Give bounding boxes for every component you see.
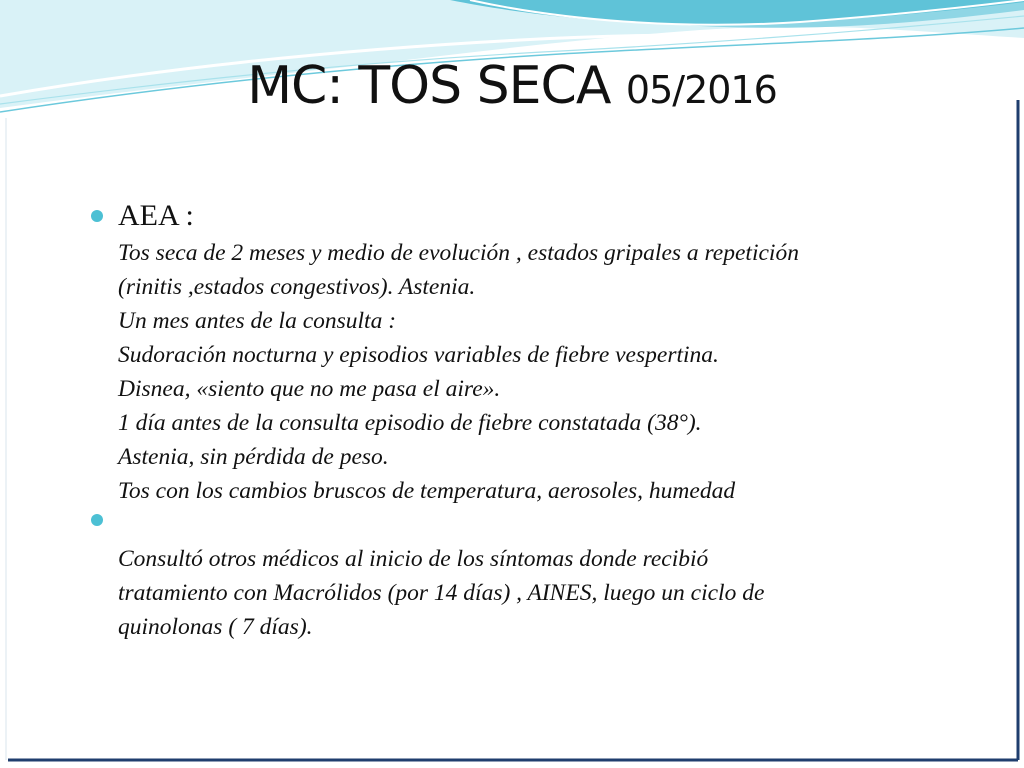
bullet-dot-icon bbox=[91, 514, 103, 526]
bullet-line: Consultó otros médicos al inicio de los síntomas donde recibió bbox=[118, 546, 709, 572]
bullet-heading: AEA : bbox=[118, 199, 194, 232]
bullet-item bbox=[88, 196, 998, 508]
bullet-line: Disnea, «siento que no me pasa el aire». bbox=[118, 376, 501, 402]
bullet-item bbox=[88, 508, 998, 644]
bullet-line: (rinitis ,estados congestivos). Astenia. bbox=[118, 274, 476, 300]
bullet-line: Un mes antes de la consulta : bbox=[118, 308, 397, 334]
bullet-line: tratamiento con Macrólidos (por 14 días) , AINES, luego un ciclo de bbox=[118, 580, 765, 606]
slide-title bbox=[0, 56, 1024, 116]
bullet-empty-heading bbox=[118, 508, 998, 542]
bullet-line: Tos seca de 2 meses y medio de evolución , estados gripales a repetición bbox=[118, 240, 799, 266]
title-date: 05/2016 bbox=[625, 68, 777, 112]
bullet-line: Sudoración nocturna y episodios variables de fiebre vespertina. bbox=[118, 342, 719, 368]
bullet-line: 1 día antes de la consulta episodio de fiebre constatada (38°). bbox=[118, 410, 702, 436]
title-main: MC: TOS SECA bbox=[247, 56, 626, 116]
bullet-line: Tos con los cambios bruscos de temperatura, aerosoles, humedad bbox=[118, 478, 736, 504]
slide-body bbox=[88, 196, 998, 644]
bullet-dot-icon bbox=[91, 210, 103, 222]
bullet-line: quinolonas ( 7 días). bbox=[118, 614, 313, 640]
bullet-line: Astenia, sin pérdida de peso. bbox=[118, 444, 389, 470]
